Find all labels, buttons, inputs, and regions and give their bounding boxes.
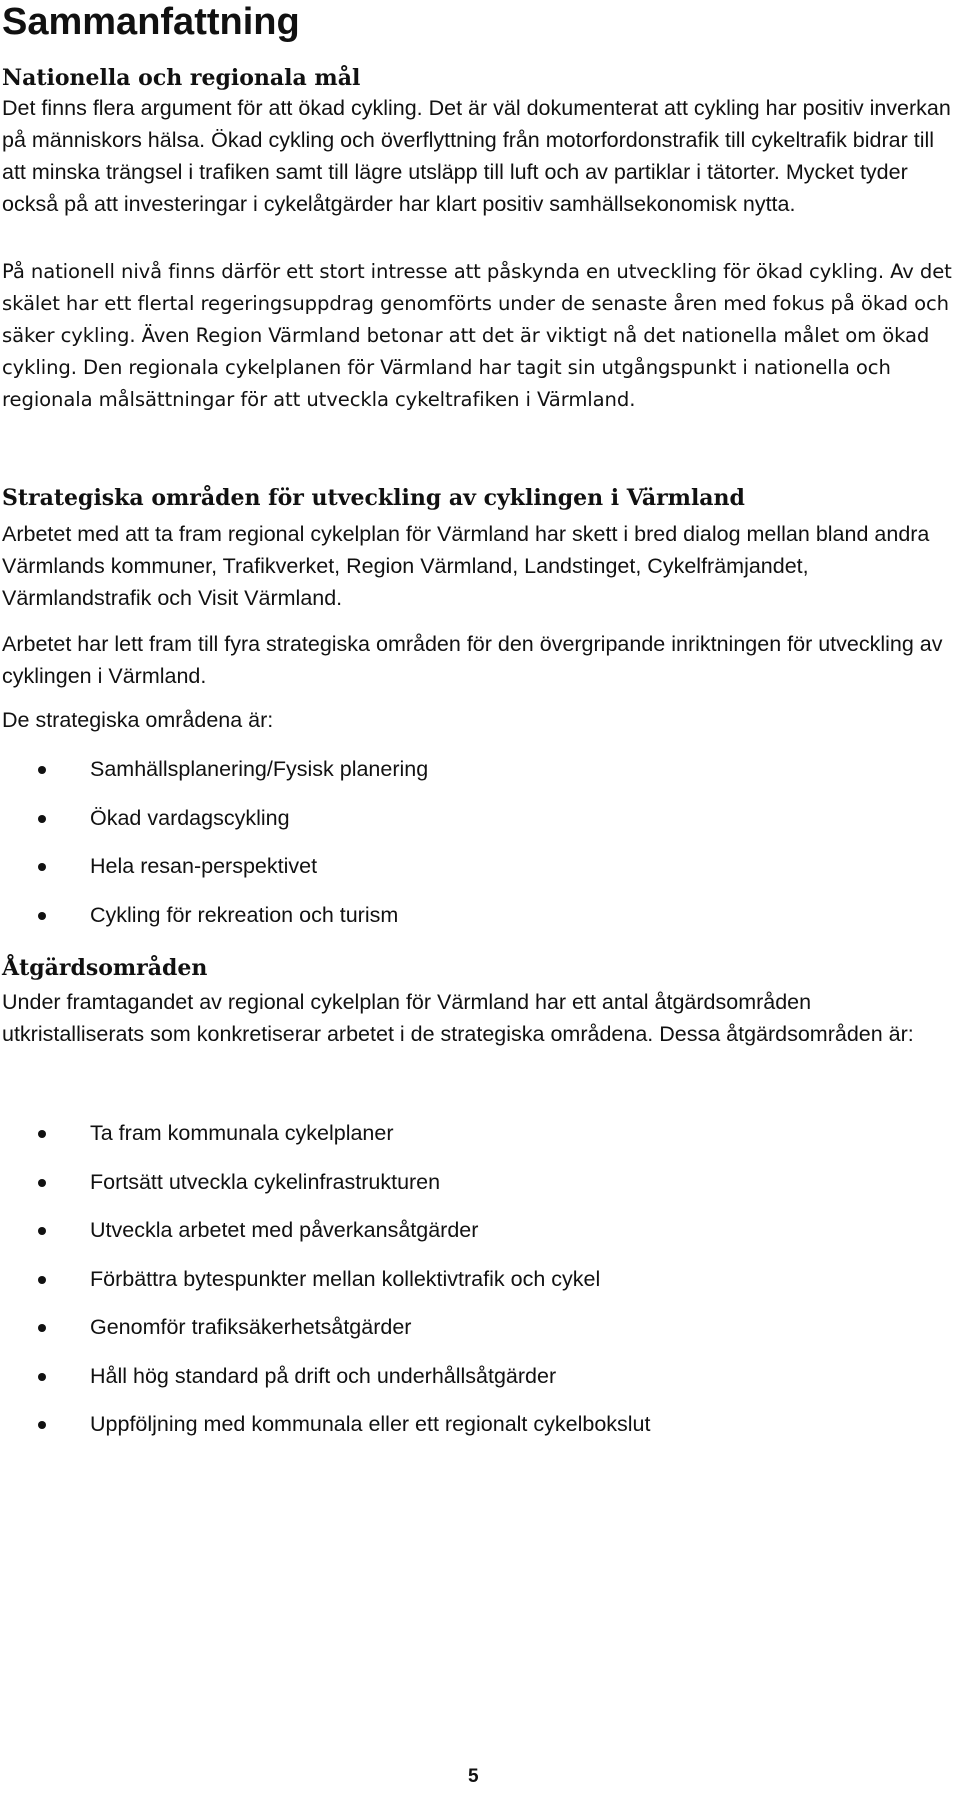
paragraph-national-1: Det finns flera argument för att ökad cykling. Det är väl dokumenterat att cykling har positiv inverkan på människors hälsa. Ökad cykling och överflyttning från motorfordonstrafik till cykeltrafik bidrar till att minska trängsel i trafiken samt till lägre utsläpp till luft och av partiklar i tätorter. Mycket tyder också på att investeringar i cykelåtgärder har klart positiv samhällsekonomisk nytta. bbox=[2, 96, 951, 216]
bullet-icon bbox=[38, 815, 46, 823]
strategic-areas-list bbox=[0, 753, 952, 947]
paragraph-measures-1: Under framtagandet av regional cykelplan för Värmland har ett antal åtgärdsområden utkristalliserats som konkretiserar arbetet i de strategiska områdena. Dessa åtgärdsområden är: bbox=[2, 990, 914, 1046]
list-item: Genomför trafiksäkerhetsåtgärder bbox=[0, 1311, 952, 1360]
heading-measure-areas: Åtgärdsområden bbox=[2, 955, 208, 981]
paragraph-strategic-3: De strategiska områdena är: bbox=[2, 708, 274, 732]
bullet-icon bbox=[38, 863, 46, 871]
list-item: Samhällsplanering/Fysisk planering bbox=[0, 753, 952, 802]
bullet-icon bbox=[38, 766, 46, 774]
list-item: Ökad vardagscykling bbox=[0, 802, 952, 851]
paragraph-national-2: På nationell nivå finns därför ett stort intresse att påskynda en utveckling för ökad cykling. Av det skälet har ett flertal regeringsuppdrag genomförts under de senaste åren med fokus på ökad och säker cykling. Även Region Värmland betonar att det är viktigt nå det nationella målet om ökad cykling. Den regionala cykelplanen för Värmland har tagit sin utgångspunkt i nationella och regionala målsättningar för att utveckla cykeltrafiken i Värmland. bbox=[2, 260, 952, 411]
list-item: Ta fram kommunala cykelplaner bbox=[0, 1117, 952, 1166]
list-item: Utveckla arbetet med påverkansåtgärder bbox=[0, 1214, 952, 1263]
list-item: Förbättra bytespunkter mellan kollektivtrafik och cykel bbox=[0, 1263, 952, 1312]
bullet-icon bbox=[38, 1276, 46, 1284]
list-item: Cykling för rekreation och turism bbox=[0, 899, 952, 948]
page-number: 5 bbox=[468, 1766, 479, 1787]
bullet-icon bbox=[38, 1421, 46, 1429]
bullet-icon bbox=[38, 912, 46, 920]
paragraph-strategic-2: Arbetet har lett fram till fyra strategiska områden för den övergripande inriktningen för utveckling av cyklingen i Värmland. bbox=[2, 632, 943, 688]
heading-strategic-areas: Strategiska områden för utveckling av cyklingen i Värmland bbox=[2, 485, 745, 511]
list-item: Hela resan-perspektivet bbox=[0, 850, 952, 899]
bullet-icon bbox=[38, 1324, 46, 1332]
measure-areas-list bbox=[0, 1117, 952, 1457]
page-title: Sammanfattning bbox=[2, 1, 300, 43]
bullet-icon bbox=[38, 1179, 46, 1187]
paragraph-strategic-1: Arbetet med att ta fram regional cykelplan för Värmland har skett i bred dialog mellan bland andra Värmlands kommuner, Trafikverket, Region Värmland, Landstinget, Cykelfrämjandet, Värmlandstrafik och Visit Värmland. bbox=[2, 522, 930, 610]
bullet-icon bbox=[38, 1227, 46, 1235]
heading-national-regional-goals: Nationella och regionala mål bbox=[2, 65, 361, 91]
bullet-icon bbox=[38, 1373, 46, 1381]
list-item: Uppföljning med kommunala eller ett regionalt cykelbokslut bbox=[0, 1408, 952, 1457]
bullet-icon bbox=[38, 1130, 46, 1138]
list-item: Håll hög standard på drift och underhållsåtgärder bbox=[0, 1360, 952, 1409]
list-item: Fortsätt utveckla cykelinfrastrukturen bbox=[0, 1166, 952, 1215]
